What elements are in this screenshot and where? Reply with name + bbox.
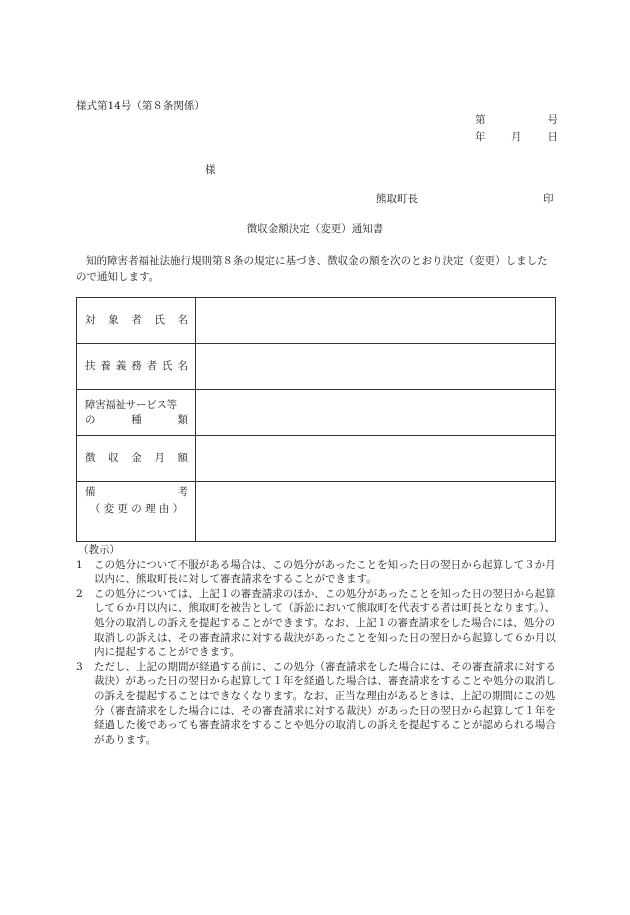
row-monthly-amount — [77, 436, 556, 482]
row-subject-name — [77, 298, 556, 344]
date-day: 日 — [547, 131, 558, 143]
row-remarks — [77, 482, 556, 542]
date-year: 年 — [475, 131, 486, 143]
value-monthly-amount[interactable] — [196, 436, 556, 482]
date-month: 月 — [511, 131, 522, 143]
addressee-suffix: 様 — [205, 164, 216, 176]
label-service-type: 障害福祉サービス等 の 種 類 — [77, 390, 196, 436]
notice-item: 2 この処分については、上記１の審査請求のほか、この処分があったことを知った日の翌日から起算して６か月以内に、熊取町を被告として（訴訟において熊取町を代表する者は町長となります。）、処分の取消しの訴えを提起することができます。なお、上記１の審査請求をした場合には、処分の取消しの訴えは、その審査請求に対する裁決があったことを知った日の翌日から起算して６か月以内に提起することができます。 — [76, 587, 556, 659]
value-supporter-name[interactable] — [196, 344, 556, 390]
doc-no-prefix: 第 — [475, 114, 486, 126]
document-title: 徴収金額決定（変更）通知書 — [246, 223, 384, 235]
issuer-name: 熊取町長 — [376, 193, 418, 205]
row-supporter-name — [77, 344, 556, 390]
label-supporter-name: 扶 養 義 務 者 氏 名 — [77, 344, 196, 390]
row-service-type — [77, 390, 556, 436]
doc-no-suffix: 号 — [547, 114, 558, 126]
value-remarks[interactable] — [196, 482, 556, 542]
label-subject-name: 対 象 者 氏 名 — [77, 298, 196, 344]
value-subject-name[interactable] — [196, 298, 556, 344]
label-remarks: 備 考 （ 変 更 の 理 由 ） — [77, 482, 196, 542]
form-number: 様式第14号（第８条関係） — [76, 100, 205, 112]
label-monthly-amount: 徴 収 金 月 額 — [77, 436, 196, 482]
notice-heading: （教示） — [78, 544, 120, 556]
value-service-type[interactable] — [196, 390, 556, 436]
notice-item: 3 ただし、上記の期間が経過する前に、この処分（審査請求をした場合には、その審査請求に対する裁決）があった日の翌日から起算して１年を経過した場合は、審査請求をすることや処分の取消しの訴えを提起することはできなくなります。なお、正当な理由があるときは、上記の期間にこの処分（審査請求をした場合には、その審査請求に対する裁決）があった日の翌日から起算して１年を経過した後であっても審査請求をすることや処分の取消しの訴えを提起することが認められる場合があります。 — [76, 660, 556, 746]
seal-mark: 印 — [543, 193, 554, 205]
notice-table — [76, 297, 556, 542]
intro-paragraph: 知的障害者福祉法施行規則第８条の規定に基づき、徴収金の額を次のとおり決定（変更）しましたので通知します。 — [76, 255, 548, 283]
appeal-notice — [76, 543, 560, 747]
notice-item: 1 この処分について不服がある場合は、この処分があったことを知った日の翌日から起算して３か月以内に、熊取町長に対して審査請求をすることができます。 — [76, 558, 556, 586]
